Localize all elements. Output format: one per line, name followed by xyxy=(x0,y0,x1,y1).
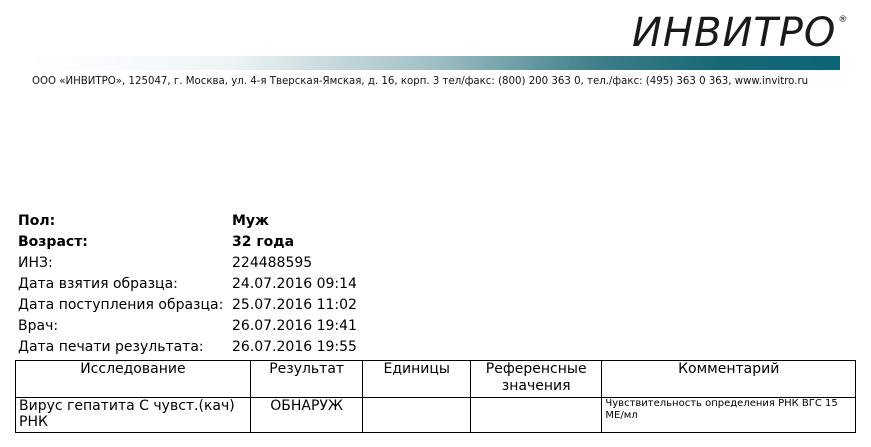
printed-label: Дата печати результата: xyxy=(18,339,204,355)
patient-info xyxy=(18,211,357,358)
inz-label: ИНЗ: xyxy=(18,255,53,271)
info-row-sex xyxy=(18,211,357,232)
header-units: Единицы xyxy=(363,361,470,398)
logo-text: ИНВИТРО xyxy=(632,10,837,56)
header-gradient-bar xyxy=(28,56,840,70)
info-row-age xyxy=(18,232,357,253)
collected-value: 24.07.2016 09:14 xyxy=(232,276,357,292)
info-row-received xyxy=(18,295,357,316)
age-label: Возраст: xyxy=(18,234,88,250)
company-address: ООО «ИНВИТРО», 125047, г. Москва, ул. 4-я Тверская-Ямская, д. 16, корп. 3 тел/факс: (800) 200 363 0, тел./факс: (495) 363 0 363, www.invitro.ru xyxy=(32,76,809,87)
info-row-printed xyxy=(18,337,357,358)
cell-units xyxy=(363,398,470,433)
cell-comment: Чувствительность определения РНК ВГС 15 МЕ/мл xyxy=(602,398,856,433)
info-row-inz xyxy=(18,253,357,274)
invitro-logo xyxy=(632,8,847,58)
sex-label: Пол: xyxy=(18,213,56,229)
results-table xyxy=(15,360,856,433)
header-result: Результат xyxy=(250,361,363,398)
header-test: Исследование xyxy=(16,361,251,398)
cell-result: ОБНАРУЖ xyxy=(250,398,363,433)
collected-label: Дата взятия образца: xyxy=(18,276,178,292)
doctor-label: Врач: xyxy=(18,318,59,334)
inz-value: 224488595 xyxy=(232,255,313,271)
info-row-doctor xyxy=(18,316,357,337)
header-reference: Референсные значения xyxy=(470,361,601,398)
sex-value: Муж xyxy=(232,213,269,229)
cell-reference xyxy=(470,398,601,433)
age-value: 32 года xyxy=(232,234,295,250)
received-value: 25.07.2016 11:02 xyxy=(232,297,357,313)
table-header-row xyxy=(16,361,856,398)
registered-mark: ® xyxy=(838,15,848,25)
received-label: Дата поступления образца: xyxy=(18,297,224,313)
info-row-collected xyxy=(18,274,357,295)
doctor-value: 26.07.2016 19:41 xyxy=(232,318,357,334)
printed-value: 26.07.2016 19:55 xyxy=(232,339,357,355)
cell-test: Вирус гепатита С чувст.(кач) РНК xyxy=(16,398,251,433)
header-comment: Комментарий xyxy=(602,361,856,398)
table-row xyxy=(16,398,856,433)
